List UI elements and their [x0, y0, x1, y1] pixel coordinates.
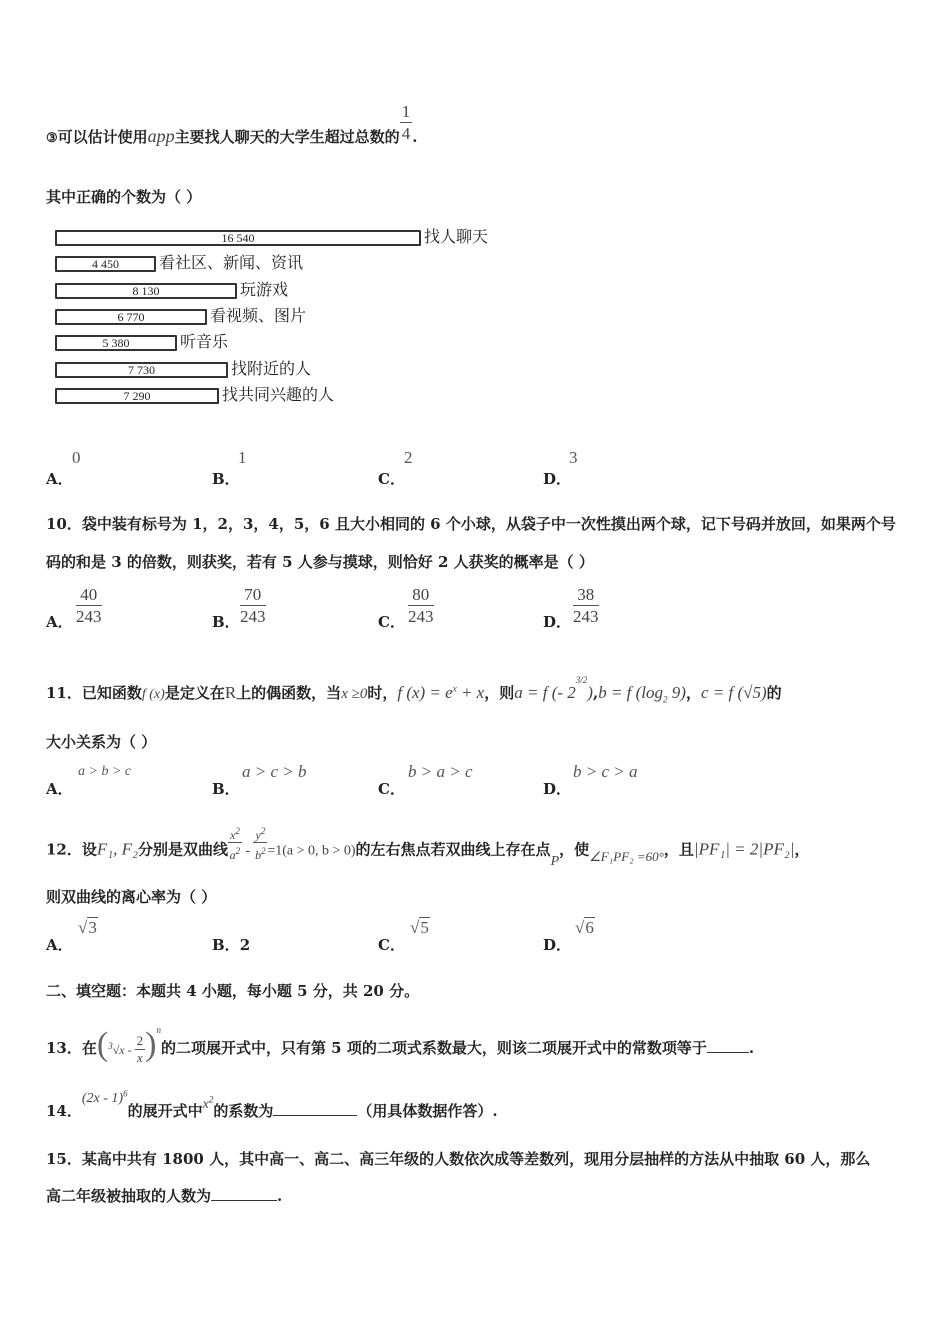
q12-line1: 12．设F₁, F₂分别是双曲线 $\frac{x^2}{a^2}$ - $\frac{y^2}{b^2}$ =1(a > 0, b > 0)的左右焦点若双曲线上存在点P，使∠F₁PF₂ =60°，且|PF₁| = 2|PF₂|， — [46, 826, 810, 869]
paren-right: ) — [145, 1026, 157, 1063]
q12-option-a[interactable] — [46, 918, 97, 955]
frac-2-over-x: $\frac{2}{x}$ — [136, 1032, 144, 1065]
q10-option-d[interactable] — [543, 585, 599, 632]
frac-num: 40 — [76, 585, 102, 606]
text: ，则 — [484, 684, 515, 702]
frac-den: 243 — [76, 607, 102, 626]
q9-prompt: 其中正确的个数为（ ） — [46, 188, 202, 206]
q9-item3-text-b: 主要找人聊天的大学生超过总数的 — [174, 128, 400, 146]
q11-option-c[interactable] — [378, 762, 473, 799]
option-letter: B． — [212, 470, 240, 488]
q14-answer-blank[interactable] — [273, 1114, 357, 1116]
frac-den: 4 — [401, 123, 411, 143]
section-2-heading: 二、填空题：本题共 4 小题，每小题 5 分，共 20 分。 — [46, 982, 420, 1000]
option-sqrt: √6 — [575, 918, 594, 937]
math-expr: (2x - 1) — [81, 1091, 124, 1106]
math-fx: f (x) — [141, 687, 165, 702]
chart-category-label: 看视频、图片 — [210, 305, 307, 325]
radicand: 5 — [420, 918, 429, 937]
q10-option-b[interactable] — [212, 585, 266, 632]
option-value: 3 — [569, 448, 578, 467]
q11-line1: 11．已知函数f (x)是定义在R上的偶函数，当x ≥0时，f $(x) = e^x + x$，则a = f (- $2^{3/2}),b = f$ ($\log_2$ 9)，c = f (√5)的 — [46, 675, 782, 705]
frac-y2-b2: $\frac{y^2}{b^2}$ — [255, 826, 266, 862]
option-letter: B． — [212, 936, 240, 954]
option-letter: D． — [543, 613, 572, 631]
text: ，且 — [663, 840, 694, 859]
text: 的展开式中 — [127, 1102, 203, 1120]
math-P: P — [550, 853, 560, 869]
chart-category-label: 听音乐 — [180, 332, 229, 352]
q13-answer-blank[interactable] — [707, 1051, 749, 1053]
q10-option-a[interactable] — [46, 585, 102, 632]
frac-den: 243 — [408, 607, 434, 626]
option-sqrt: √5 — [410, 918, 429, 937]
q9-option-c[interactable] — [378, 448, 413, 489]
frac-num: 38 — [573, 585, 599, 606]
q15-line2 — [46, 1185, 282, 1206]
option-letter: C． — [378, 936, 405, 954]
text: 14． — [46, 1102, 82, 1120]
q10-line1: 10．袋中装有标号为 1，2，3，4，5，6 且大小相同的 6 个小球，从袋子中一次性摸出两个球，记下号码并放回，如果两个号 — [46, 515, 896, 533]
exponent-n: n — [156, 1025, 161, 1035]
circle-3-marker: ③ — [46, 131, 58, 146]
frac-x2-a2: $\frac{x^2}{a^2}$ — [229, 826, 241, 862]
math-relation: |PF₁| = 2|PF₂| — [693, 839, 795, 859]
option-letter: D． — [543, 470, 572, 488]
q15-answer-blank[interactable] — [211, 1199, 277, 1201]
text: （用具体数据作答）. — [357, 1102, 498, 1120]
option-value: b > c > a — [573, 762, 638, 781]
math-sup: x — [452, 683, 457, 694]
math-sub: 2 — [663, 694, 668, 705]
text: 上的偶函数，当 — [236, 684, 342, 702]
option-letter: B． — [212, 780, 240, 798]
text: ，使 — [559, 840, 590, 859]
q13 — [46, 1025, 755, 1068]
chart-bar: 7 290 — [55, 388, 219, 404]
option-value: a > c > b — [242, 762, 307, 781]
math-def: f (x) = e — [397, 683, 453, 702]
q11-option-d[interactable] — [543, 762, 638, 799]
chart-bar: 7 730 — [55, 362, 228, 378]
math-x: x — [202, 1097, 209, 1112]
text: 是定义在 — [164, 684, 225, 702]
text: 11．已知函数 — [46, 684, 142, 702]
option-sqrt: √3 — [78, 918, 97, 937]
cuberoot-x: $^3$√x - — [108, 1040, 135, 1057]
text: . — [748, 1039, 755, 1057]
chart-bar: 6 770 — [55, 309, 207, 325]
option-fraction — [408, 585, 434, 628]
math-sup: 2 — [208, 1094, 214, 1105]
q12-option-b[interactable] — [212, 934, 250, 955]
paren-left: ( — [96, 1026, 109, 1063]
text: ， — [794, 840, 810, 859]
q9-item3-end: . — [412, 128, 418, 146]
math-close: 9) — [667, 683, 686, 702]
q12-option-c[interactable] — [378, 918, 429, 955]
option-letter: C． — [378, 780, 405, 798]
q10-line2: 码的和是 3 的倍数，则获奖，若有 5 人参与摸球，则恰好 2 人获奖的概率是（ ） — [46, 553, 594, 571]
option-letter: C． — [378, 470, 405, 488]
chart-bar: 5 380 — [55, 335, 177, 351]
option-fraction — [76, 585, 102, 628]
text: 高二年级被抽取的人数为 — [46, 1187, 212, 1205]
option-letter: C． — [378, 613, 405, 631]
q11-option-a[interactable] — [46, 764, 132, 799]
option-value: 0 — [72, 448, 81, 467]
q9-option-b[interactable] — [212, 448, 247, 489]
q15-line1: 15．某高中共有 1800 人，其中高一、高二、高三年级的人数依次成等差数列，现用分层抽样的方法从中抽取 60 人，那么 — [46, 1150, 871, 1168]
radicand: 3 — [88, 918, 97, 937]
option-fraction — [240, 585, 266, 628]
option-letter: A． — [46, 470, 73, 488]
option-letter: B． — [212, 613, 240, 631]
text: 的左右焦点若双曲线上存在点 — [355, 840, 551, 859]
frac-num: 80 — [408, 585, 434, 606]
math-sup: 3/2 — [575, 675, 588, 686]
option-letter: D． — [543, 780, 572, 798]
q10-option-c[interactable] — [378, 585, 434, 632]
option-letter: A． — [46, 936, 73, 954]
text: 分别是双曲线 — [137, 840, 228, 859]
radicand: 6 — [585, 918, 594, 937]
q9-item3-text-a: 可以估计使用 — [57, 128, 148, 146]
q9-option-a[interactable] — [46, 448, 81, 489]
q14 — [46, 1088, 498, 1121]
q11-line2: 大小关系为（ ） — [46, 733, 157, 751]
text: . — [277, 1187, 283, 1205]
chart-category-label: 看社区、新闻、资讯 — [159, 253, 304, 273]
q9-item3 — [46, 101, 418, 147]
math-def2: + x — [456, 683, 485, 702]
frac-num: 70 — [240, 585, 266, 606]
chart-category-label: 找附近的人 — [231, 358, 312, 378]
text: 时， — [367, 684, 398, 702]
q11-option-b[interactable] — [212, 762, 307, 799]
option-value: 2 — [404, 448, 413, 467]
math-c: c = f (√5) — [700, 683, 767, 702]
chart-bar: 8 130 — [55, 283, 237, 299]
usage-bar-chart — [50, 222, 520, 417]
math-close: ) — [587, 683, 593, 702]
option-value: 2 — [239, 936, 251, 954]
app-term: app — [147, 126, 175, 146]
frac-num: 1 — [401, 101, 411, 121]
math-foci: F₁, F₂ — [96, 839, 138, 859]
math-cond: x ≥0 — [341, 686, 368, 702]
text: 的系数为 — [213, 1102, 274, 1120]
math-angle: ∠F₁PF₂ =60° — [589, 848, 664, 864]
chart-bar: 4 450 — [55, 256, 156, 272]
text: 12．设 — [46, 840, 97, 859]
q12-option-d[interactable] — [543, 918, 594, 955]
chart-category-label: 找人聊天 — [424, 227, 489, 246]
math-eq-rest: =1(a > 0, b > 0) — [267, 843, 356, 859]
math-b: b = f (log — [598, 683, 664, 702]
chart-category-label: 玩游戏 — [240, 279, 289, 299]
text: 13．在 — [46, 1039, 97, 1057]
chart-category-label: 找共同兴趣的人 — [222, 384, 335, 404]
option-fraction — [573, 585, 599, 628]
math-R: R — [224, 683, 237, 702]
text: 的 — [766, 684, 782, 702]
frac-den: 243 — [573, 607, 599, 626]
math-sup: 6 — [123, 1088, 128, 1099]
text: 的二项展开式中，只有第 5 项的二项式系数最大，则该二项展开式中的常数项等于 — [160, 1039, 707, 1057]
q9-option-d[interactable] — [543, 448, 578, 489]
option-value: 1 — [238, 448, 247, 467]
q12-line2: 则双曲线的离心率为（ ） — [46, 888, 217, 906]
math-a: a = f (- 2 — [514, 683, 576, 702]
option-letter: A． — [46, 780, 73, 798]
option-value: b > a > c — [408, 762, 473, 781]
chart-bar: 16 540 — [55, 230, 421, 246]
option-letter: A． — [46, 613, 73, 631]
fraction-one-quarter — [400, 102, 413, 145]
option-value: a > b > c — [78, 764, 132, 779]
frac-den: 243 — [240, 607, 266, 626]
option-letter: D． — [543, 936, 572, 954]
